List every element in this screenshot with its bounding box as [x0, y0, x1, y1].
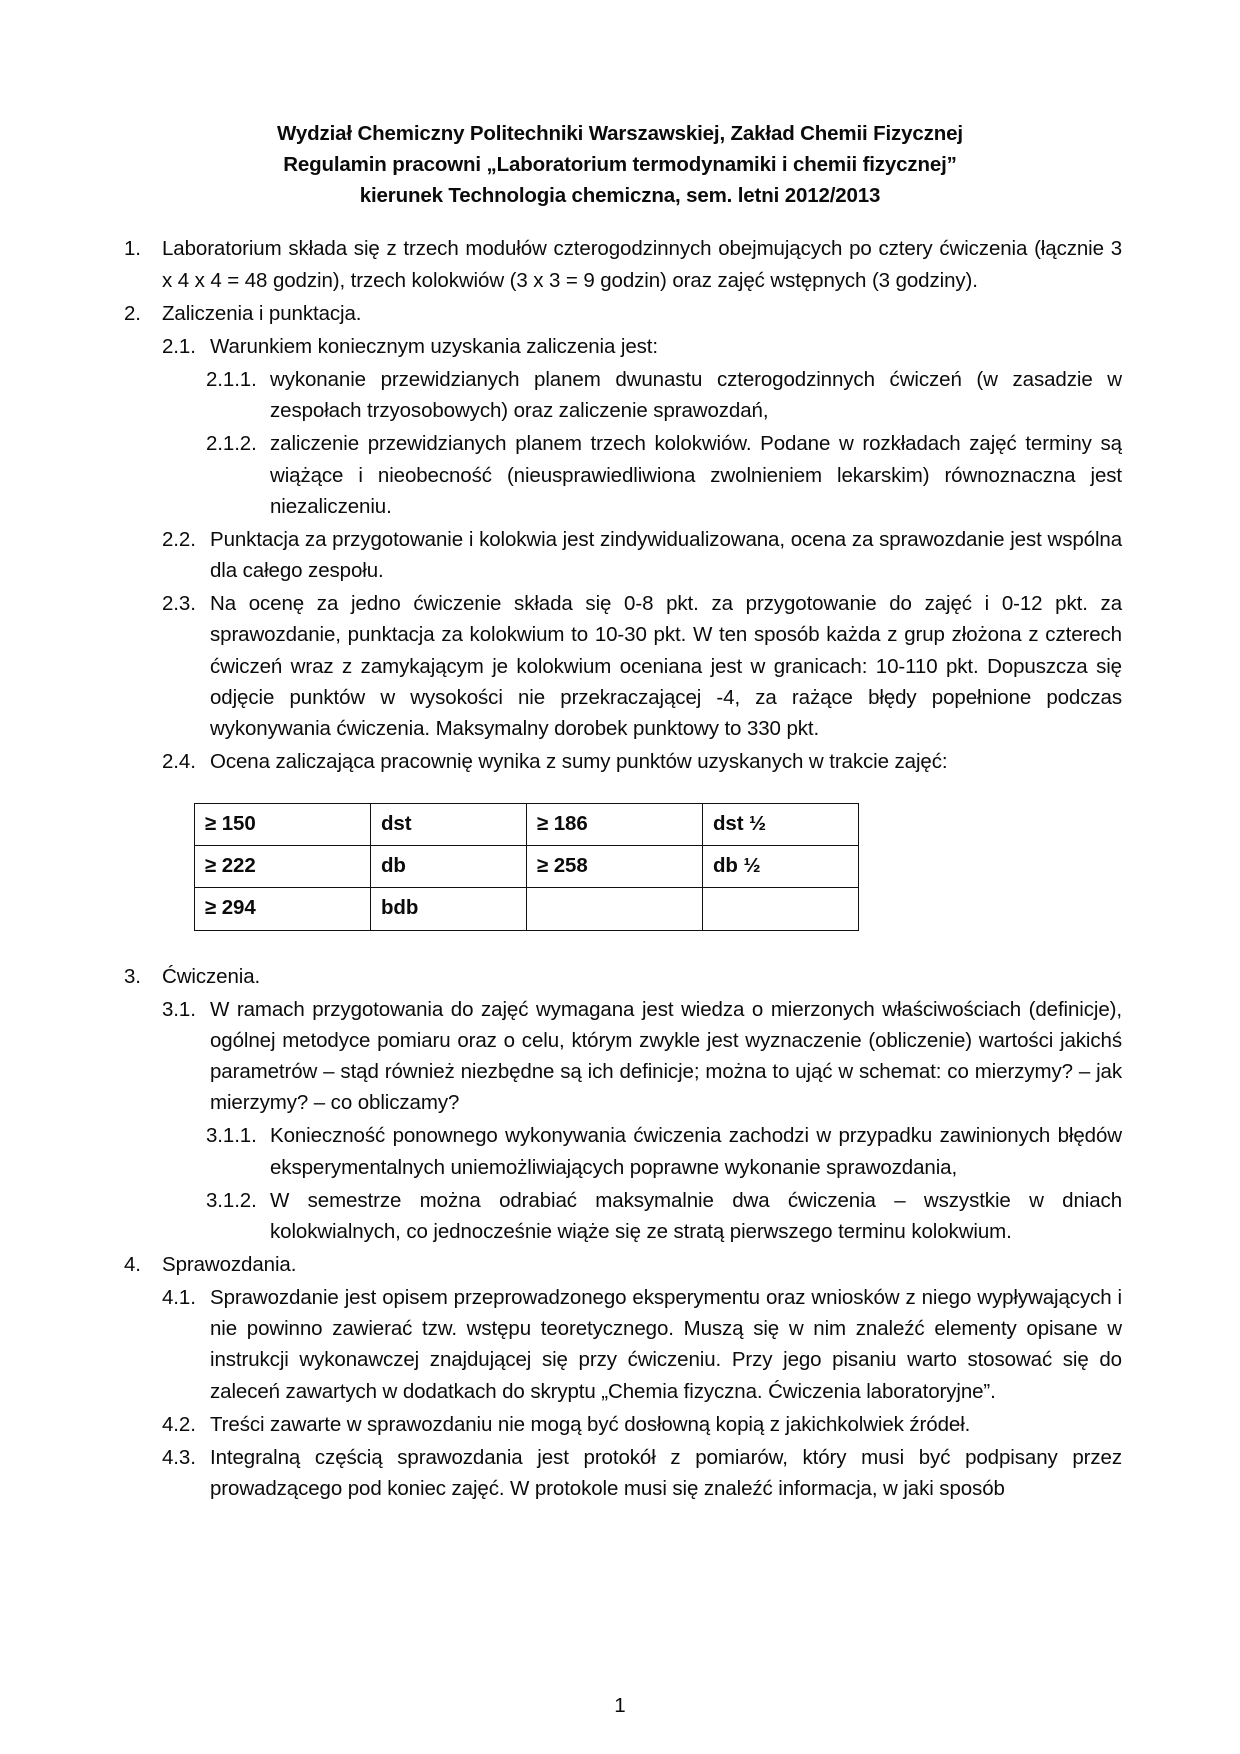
list-marker: 4. [124, 1253, 141, 1276]
grading-table [194, 803, 859, 930]
list-marker: 2.4. [162, 749, 196, 773]
table-cell-grade: db [371, 846, 527, 888]
table-cell-threshold: ≥ 258 [527, 846, 703, 888]
list-item-text: zaliczenie przewidzianych planem trzech kolokwiów. Podane w rozkładach zajęć terminy są wiążące i nieobecność (nieusprawiedliwiona zwolnieniem lekarskim) równoznaczna jest niezaliczeniu. [270, 432, 1122, 518]
list-item-2-1-1 [206, 364, 1122, 426]
list-marker: 2.2. [162, 527, 196, 551]
list-marker: 3.1. [162, 997, 196, 1021]
list-item-2-1-2 [206, 428, 1122, 521]
list-marker: 2.1.2. [206, 432, 257, 456]
list-item-text: Punktacja za przygotowanie i kolokwia jest zindywidualizowana, ocena za sprawozdanie jest wspólna dla całego zespołu. [210, 527, 1122, 583]
list-item-2 [124, 298, 1122, 329]
page-number: 1 [614, 1694, 626, 1717]
list-item-4 [124, 1249, 1122, 1280]
list-item-2-4 [162, 746, 1122, 777]
table-row [195, 888, 859, 930]
table-cell-threshold: ≥ 186 [527, 804, 703, 846]
document-header [118, 118, 1122, 211]
header-line-3: kierunek Technologia chemiczna, sem. letni 2012/2013 [359, 184, 881, 208]
list-item-4-3 [162, 1442, 1122, 1504]
list-item-4-1 [162, 1282, 1122, 1407]
table-row [195, 846, 859, 888]
list-item-text: Na ocenę za jedno ćwiczenie składa się 0-8 pkt. za przygotowanie do zajęć i 0-12 pkt. za sprawozdanie, punktacja za kolokwium to 10-30 pkt. W ten sposób każda z grup złożona z czterech ćwiczeń wraz z zamykającym je kolokwium oceniana jest w granicach: 10-110 pkt. Dopuszcza się odjęcie punktów w wysokości nie przekraczającej -4, za rażące błędy popełnione podczas wykonywania ćwiczenia. Maksymalny dorobek punktowy to 330 pkt. [210, 592, 1122, 740]
list-item-3 [124, 961, 1122, 992]
table-cell-empty [703, 888, 859, 930]
list-item-2-3 [162, 588, 1122, 744]
list-item-text: Sprawozdanie jest opisem przeprowadzonego eksperymentu oraz wniosków z niego wypływających i nie powinno zawierać tzw. wstępu teoretycznego. Muszą się w nim znaleźć elementy opisane w instrukcji wykonawczej znajdującej się przy ćwiczeniu. Przy jego pisaniu warto stosować się do zaleceń zawartych w dodatkach do skryptu „Chemia fizyczna. Ćwiczenia laboratoryjne”. [210, 1286, 1122, 1403]
list-marker: 3.1.1. [206, 1124, 257, 1148]
list-item-text: Konieczność ponownego wykonywania ćwiczenia zachodzi w przypadku zawinionych błędów eksperymentalnych uniemożliwiających poprawne wykonanie sprawozdania, [270, 1124, 1122, 1179]
list-item-text: Ćwiczenia. [162, 964, 261, 988]
list-marker: 4.2. [162, 1412, 196, 1436]
table-cell-grade: bdb [371, 888, 527, 930]
table-cell-threshold: ≥ 150 [195, 804, 371, 846]
list-marker: 4.3. [162, 1445, 196, 1469]
list-marker: 1. [124, 237, 141, 261]
list-item-3-1-1 [206, 1120, 1122, 1182]
list-item-text: Sprawozdania. [162, 1253, 297, 1276]
header-line-2: Regulamin pracowni „Laboratorium termodynamiki i chemii fizycznej” [283, 153, 957, 177]
list-item-3-1-2 [206, 1185, 1122, 1247]
list-item-3-1 [162, 994, 1122, 1119]
list-item-2-2 [162, 524, 1122, 586]
list-item-text: W semestrze można odrabiać maksymalnie dwa ćwiczenia – wszystkie w dniach kolokwialnych, co jednocześnie wiąże się ze stratą pierwszego terminu kolokwium. [270, 1188, 1122, 1243]
list-item-2-1 [162, 331, 1122, 362]
table-cell-grade: dst ½ [703, 804, 859, 846]
list-item-text: Laboratorium składa się z trzech modułów czterogodzinnych obejmujących po cztery ćwiczenia (łącznie 3 x 4 x 4 = 48 godzin), trzech kolokwiów (3 x 3 = 9 godzin) oraz zajęć wstępnych (3 godziny). [162, 237, 1122, 292]
list-item-text: Integralną częścią sprawozdania jest protokół z pomiarów, który musi być podpisany przez prowadzącego pod koniec zajęć. W protokole musi się znaleźć informacja, w jaki sposób [210, 1445, 1122, 1501]
grading-table-wrapper [194, 803, 1122, 930]
list-item-text: wykonanie przewidzianych planem dwunastu czterogodzinnych ćwiczeń (w zasadzie w zespołach trzyosobowych) oraz zaliczenie sprawozdań, [270, 368, 1122, 423]
table-cell-grade: db ½ [703, 846, 859, 888]
list-marker: 4.1. [162, 1286, 196, 1310]
table-cell-grade: dst [371, 804, 527, 846]
list-item-text: W ramach przygotowania do zajęć wymagana jest wiedza o mierzonych właściwościach (definicje), ogólnej metodyce pomiaru oraz o celu, którym zwykle jest wyznaczenie (obliczenie) wartości jakichś parametrów – stąd również niezbędne są ich definicje; można to ująć w schemat: co mierzymy? – jak mierzymy? – co obliczamy? [210, 997, 1122, 1115]
list-marker: 2.3. [162, 592, 196, 616]
list-item-text: Warunkiem koniecznym uzyskania zaliczenia jest: [210, 334, 658, 358]
table-cell-empty [527, 888, 703, 930]
header-line-1: Wydział Chemiczny Politechniki Warszawskiej, Zakład Chemii Fizycznej [277, 122, 963, 145]
list-marker: 2.1. [162, 334, 196, 358]
table-cell-threshold: ≥ 294 [195, 888, 371, 930]
list-marker: 2.1.1. [206, 368, 257, 392]
list-marker: 3.1.2. [206, 1188, 257, 1212]
table-cell-threshold: ≥ 222 [195, 846, 371, 888]
list-item-4-2 [162, 1409, 1122, 1440]
list-marker: 2. [124, 301, 141, 325]
document-body [118, 233, 1122, 1504]
list-item-text: Zaliczenia i punktacja. [162, 301, 362, 325]
list-item-text: Treści zawarte w sprawozdaniu nie mogą być dosłowną kopią z jakichkolwiek źródeł. [210, 1412, 971, 1436]
list-item-1 [124, 233, 1122, 295]
list-item-text: Ocena zaliczająca pracownię wynika z sumy punktów uzyskanych w trakcie zajęć: [210, 749, 948, 773]
list-marker: 3. [124, 964, 141, 988]
table-row [195, 804, 859, 846]
